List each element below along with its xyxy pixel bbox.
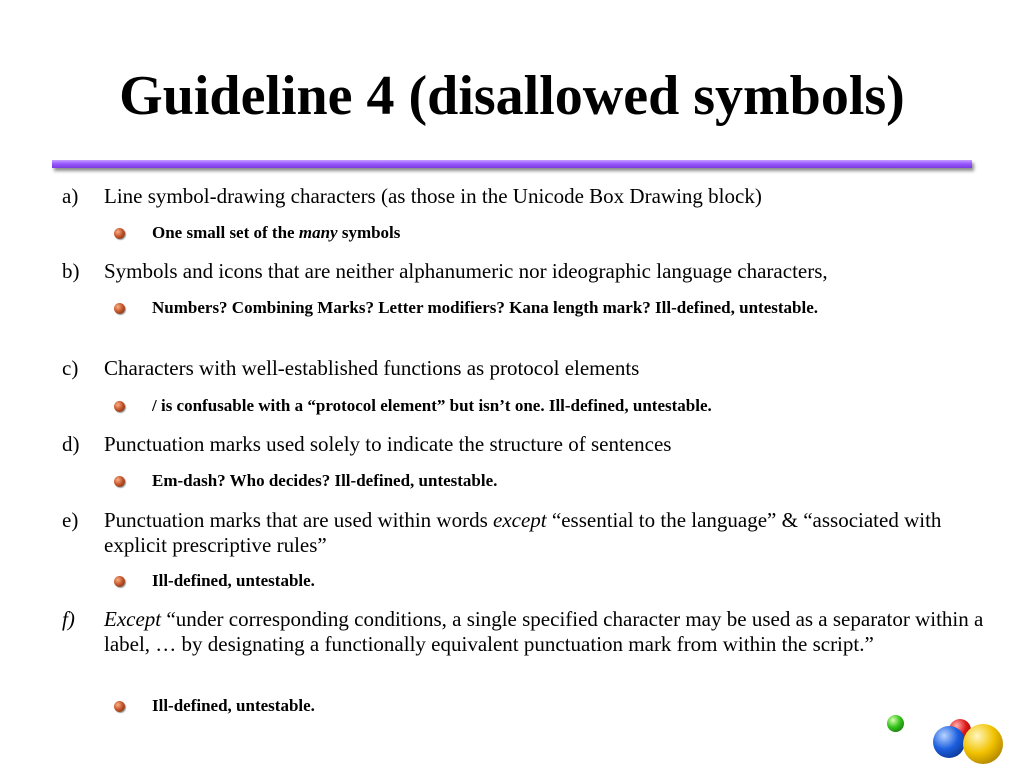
list-item-text: Symbols and icons that are neither alphanumeric nor ideographic language characters, xyxy=(104,259,828,283)
list-marker: c) xyxy=(62,356,79,380)
sub-item-text xyxy=(152,222,952,243)
item-text-after: “essential to the language” & “associated with explicit prescriptive rules” xyxy=(104,508,942,557)
list-marker: d) xyxy=(62,432,80,456)
list-marker: b) xyxy=(62,259,80,283)
blue-sphere-icon xyxy=(933,726,965,758)
list-marker: a) xyxy=(62,184,79,208)
sub-text-before: One small set of the xyxy=(152,223,299,242)
sub-item-text: Ill-defined, untestable. xyxy=(152,696,315,715)
item-text-emphasis: except xyxy=(493,508,547,532)
bullet-icon xyxy=(114,476,125,487)
green-sphere-icon xyxy=(887,715,904,732)
bullet-icon xyxy=(114,303,125,314)
list-item-text xyxy=(104,508,984,558)
bullet-icon xyxy=(114,701,125,712)
list-item-text xyxy=(104,607,984,657)
list-marker: e) xyxy=(62,508,79,532)
sub-item-text: Em-dash? Who decides? Ill-defined, untestable. xyxy=(152,471,498,490)
list-item-text: Characters with well-established functions as protocol elements xyxy=(104,356,640,380)
sub-text-emphasis: many xyxy=(298,223,338,242)
yellow-sphere-icon xyxy=(963,724,1003,764)
item-text-before: Punctuation marks that are used within words xyxy=(104,508,494,532)
list-item-text: Punctuation marks used solely to indicate the structure of sentences xyxy=(104,432,672,456)
bullet-icon xyxy=(114,401,125,412)
sub-item-text: Ill-defined, untestable. xyxy=(152,571,315,590)
list-item-text: Line symbol-drawing characters (as those in the Unicode Box Drawing block) xyxy=(104,184,762,208)
bullet-icon xyxy=(114,228,125,239)
list-marker: f) xyxy=(62,607,75,631)
sub-text-after: symbols xyxy=(337,223,401,242)
item-text-after: “under corresponding conditions, a single specified character may be used as a separator within a label, … by designating a functionally equivalent punctuation mark from within the script.” xyxy=(104,607,984,656)
sub-item-text: / is confusable with a “protocol element” but isn’t one. Ill-defined, untestable. xyxy=(152,396,712,415)
bullet-icon xyxy=(114,576,125,587)
title-divider xyxy=(52,160,972,168)
sub-item-text: Numbers? Combining Marks? Letter modifiers? Kana length mark? Ill-defined, untestable. xyxy=(152,298,818,317)
slide-title: Guideline 4 (disallowed symbols) xyxy=(119,65,905,127)
item-text-emphasis: Except xyxy=(104,607,162,631)
